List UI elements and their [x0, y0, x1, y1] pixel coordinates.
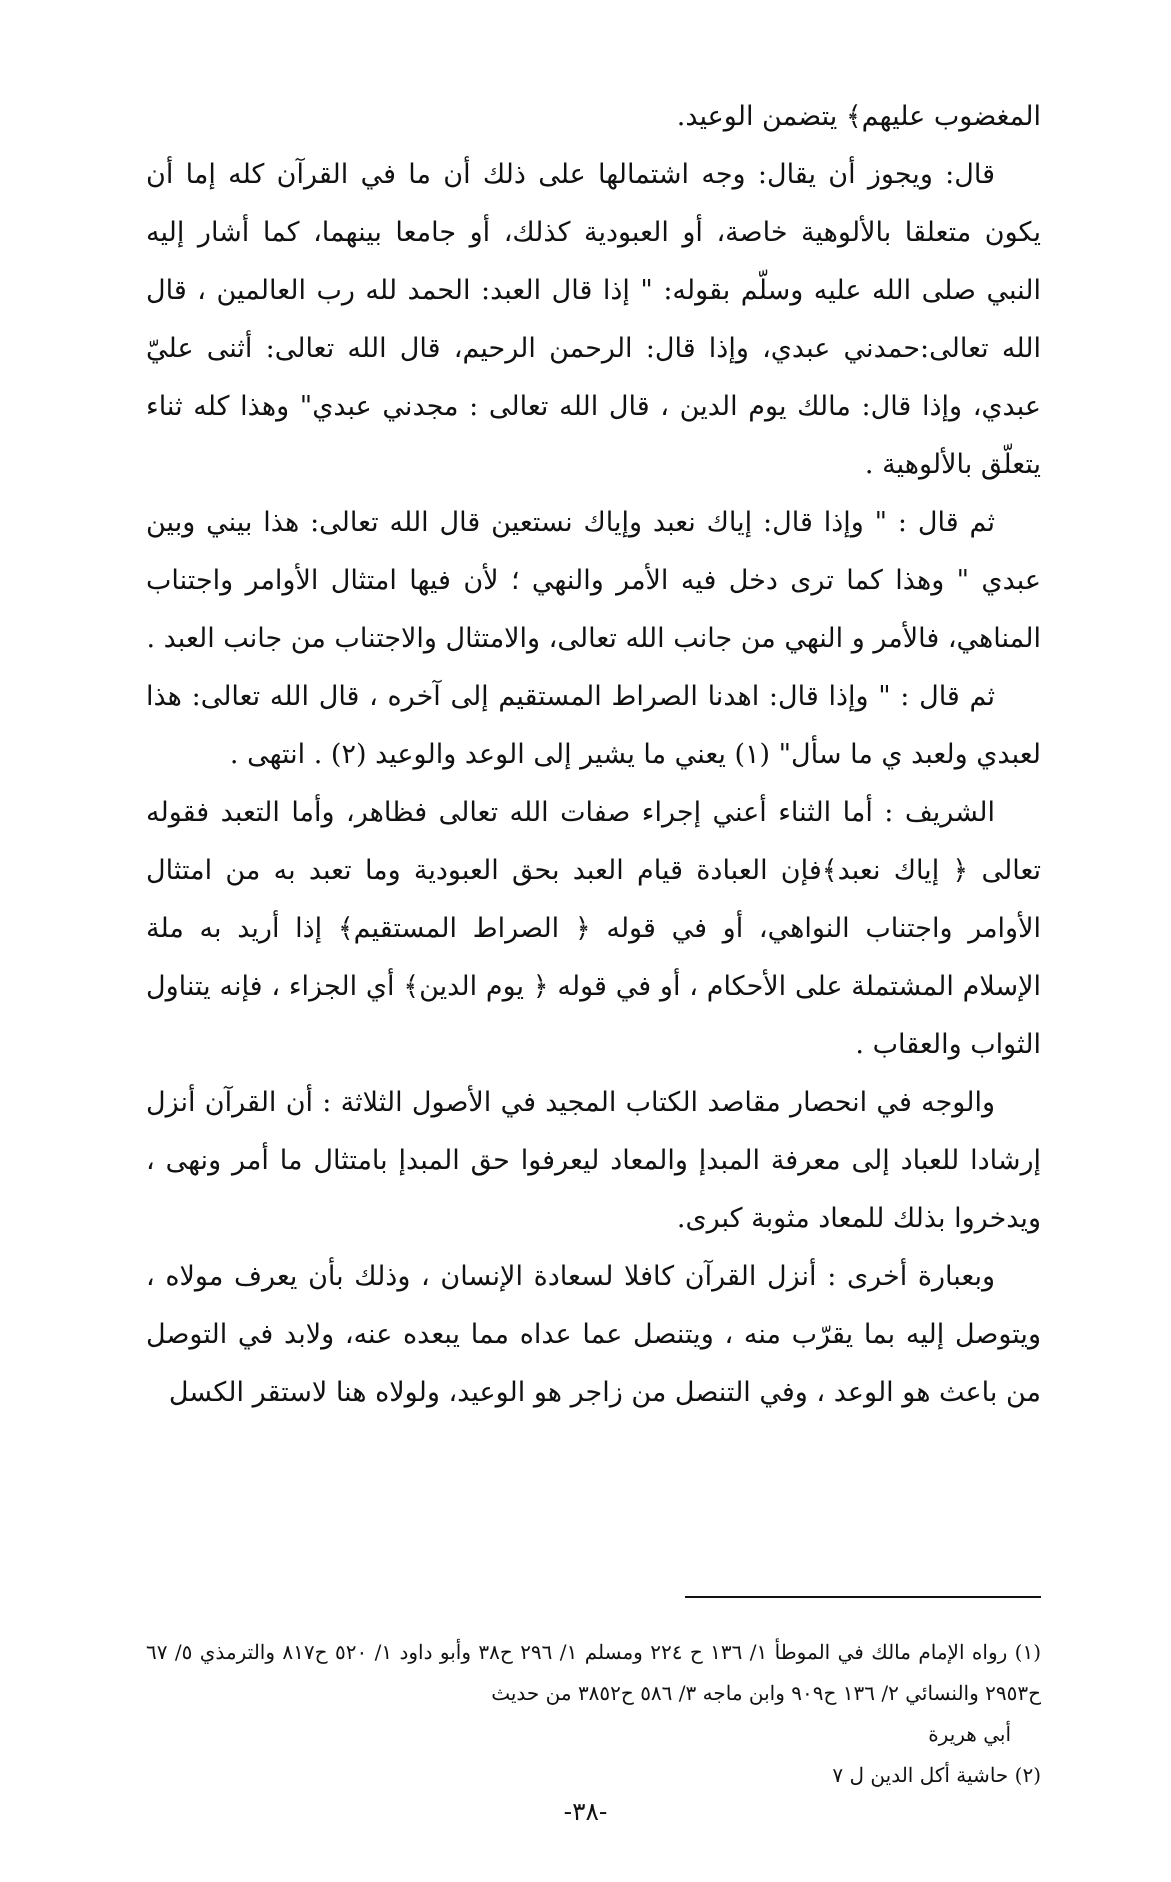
- paragraph-3: ثم قال : " وإذا قال: إياك نعبد وإياك نستعين قال الله تعالى: هذا بيني وبين عبدي " وهذا كما ترى دخل فيه الأمر والنهي ؛ لأن فيها امتثال الأوامر واجتناب المناهي، فالأمر و النهي من جانب الله تعالى، والامتثال والاجتناب من جانب العبد .: [146, 507, 1041, 654]
- page-number: -٣٨-: [563, 1797, 608, 1826]
- paragraph-7: وبعبارة أخرى : أنزل القرآن كافلا لسعادة الإنسان ، وذلك بأن يعرف مولاه ، ويتوصل إليه بما يقرّب منه ، ويتنصل عما عداه مما يبعده عنه، ولابد في التوصل من باعث هو الوعد ، وفي التنصل من زاجر هو الوعيد، ولولاه هنا لاستقر الكسل: [146, 1261, 1041, 1408]
- paragraph-4: ثم قال : " وإذا قال: اهدنا الصراط المستقيم إلى آخره ، قال الله تعالى: هذا لعبدي ولعبد ي ما سأل" (١) يعني ما يشير إلى الوعد والوعيد (٢) . انتهى .: [146, 681, 1041, 770]
- paragraph-1: المغضوب عليهم﴾ يتضمن الوعيد.: [676, 101, 1041, 132]
- paragraph-6: والوجه في انحصار مقاصد الكتاب المجيد في الأصول الثلاثة : أن القرآن أنزل إرشادا للعباد إلى معرفة المبدإ والمعاد ليعرفوا حق المبدإ بامتثال ما أمر ونهى ، ويدخروا بذلك للمعاد مثوبة كبرى.: [146, 1087, 1041, 1234]
- footnote-divider: [685, 1596, 1041, 1598]
- paragraph-5: الشريف : أما الثناء أعني إجراء صفات الله تعالى فظاهر، وأما التعبد فقوله تعالى ﴿ إياك نعبد﴾فإن العبادة قيام العبد بحق العبودية وما تعبد به من امتثال الأوامر واجتناب النواهي، أو في قوله ﴿ الصراط المستقيم﴾ إذا أريد به ملة الإسلام المشتملة على الأحكام ، أو في قوله ﴿ يوم الدين﴾ أي الجزاء ، فإنه يتناول الثواب والعقاب .: [146, 797, 1041, 1060]
- main-text: [146, 88, 1041, 1422]
- footnote-1-continuation: أبي هريرة: [928, 1722, 1011, 1746]
- paragraph-2: قال: ويجوز أن يقال: وجه اشتمالها على ذلك أن ما في القرآن كله إما أن يكون متعلقا بالألوهية خاصة، أو العبودية كذلك، أو جامعا بينهما، كما أشار إليه النبي صلى الله عليه وسلّم بقوله: " إذا قال العبد: الحمد لله رب العالمين ، قال الله تعالى:حمدني عبدي، وإذا قال: الرحمن الرحيم، قال الله تعالى: أثنى عليّ عبدي، وإذا قال: مالك يوم الدين ، قال الله تعالى : مجدني عبدي" وهذا كله ثناء يتعلّق بالألوهية .: [146, 159, 1041, 480]
- footnote-1: (١) رواه الإمام مالك في الموطأ ١/ ١٣٦ ح ٢٢٤ ومسلم ١/ ٢٩٦ ح٣٨ وأبو داود ١/ ٥٢٠ ح٨١٧ والترمذي ٥/ ٦٧ ح٢٩٥٣ والنسائي ٢/ ١٣٦ ح٩٠٩ وابن ماجه ٣/ ٥٨٦ ح٣٨٥٢ من حديث: [146, 1640, 1042, 1705]
- footnotes: [146, 1632, 1041, 1796]
- footnote-2: (٢) حاشية أكل الدين ل ٧: [832, 1763, 1041, 1787]
